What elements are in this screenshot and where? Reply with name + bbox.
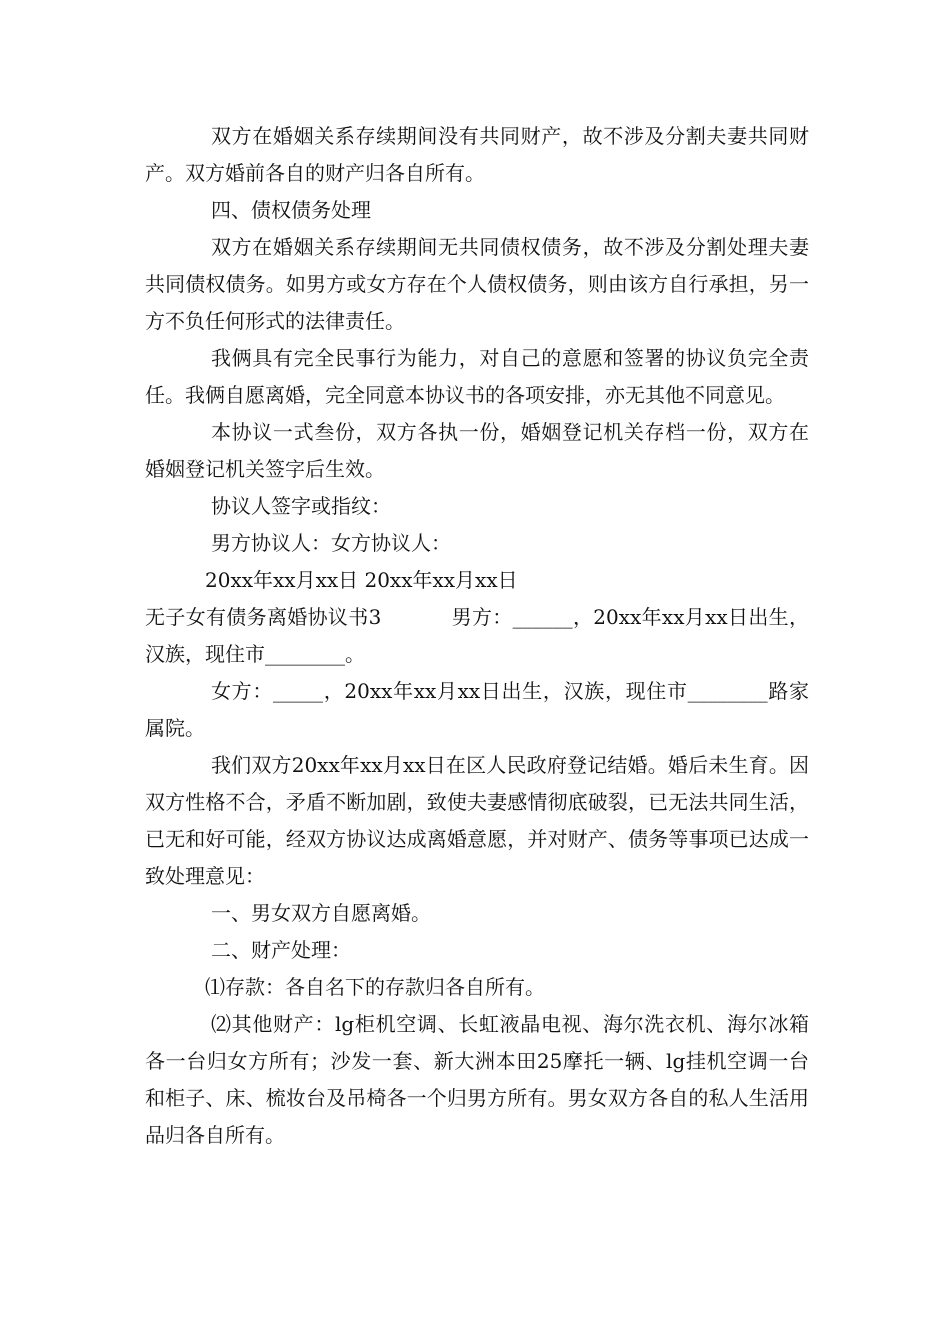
paragraph-marriage-facts: 我们双方20xx年xx月xx日在区人民政府登记结婚。婚后未生育。因双方性格不合，矛盾不断加剧，致使夫妻感情彻底破裂，已无法共同生活，已无和好可能，经双方协议达成离婚意愿，并对财产、债务等事项已达成一致处理意见： bbox=[145, 753, 809, 888]
agreement-3-title: 无子女有债务离婚协议书3 bbox=[145, 605, 382, 629]
signature-label: 协议人签字或指纹： bbox=[211, 494, 391, 518]
clause-voluntary-divorce: 一、男女双方自愿离婚。 bbox=[211, 901, 431, 925]
paragraph-debt-terms: 双方在婚姻关系存续期间无共同债权债务，故不涉及分割处理夫妻共同债权债务。如男方或女方存在个人债权债务，则由该方自行承担，另一方不负任何形式的法律责任。 bbox=[145, 235, 809, 333]
clause-deposits: ⑴存款：各自名下的存款归各自所有。 bbox=[205, 975, 545, 999]
agreement-3-start bbox=[145, 599, 809, 673]
clause-other-property: ⑵其他财产：lg柜机空调、长虹液晶电视、海尔洗衣机、海尔冰箱各一台归女方所有；沙发一套、新大洲本田25摩托一辆、lg挂机空调一台和柜子、床、梳妆台及吊椅各一个归男方所有。男女双方各自的私人生活用品归各自所有。 bbox=[145, 1012, 809, 1147]
heading-property-handling: 二、财产处理： bbox=[211, 938, 351, 962]
paragraph-copies: 本协议一式叁份，双方各执一份，婚姻登记机关存档一份，双方在婚姻登记机关签字后生效。 bbox=[145, 420, 809, 481]
paragraph-no-joint-property: 双方在婚姻关系存续期间没有共同财产，故不涉及分割夫妻共同财产。双方婚前各自的财产归各自所有。 bbox=[145, 124, 809, 185]
male-party-intro: 男方：______，20xx年xx月xx日出生，汉族，现住市________。 bbox=[145, 605, 809, 666]
paragraph-capacity: 我俩具有完全民事行为能力，对自己的意愿和签署的协议负完全责任。我俩自愿离婚，完全同意本协议书的各项安排，亦无其他不同意见。 bbox=[145, 346, 809, 407]
signatories-line: 男方协议人：女方协议人： bbox=[211, 531, 451, 555]
female-party-intro: 女方：_____，20xx年xx月xx日出生，汉族，现住市________路家属院。 bbox=[145, 679, 809, 740]
heading-debt-handling: 四、债权债务处理 bbox=[211, 198, 371, 222]
document-body bbox=[145, 118, 809, 1154]
date-line: 20xx年xx月xx日 20xx年xx月xx日 bbox=[205, 568, 518, 592]
